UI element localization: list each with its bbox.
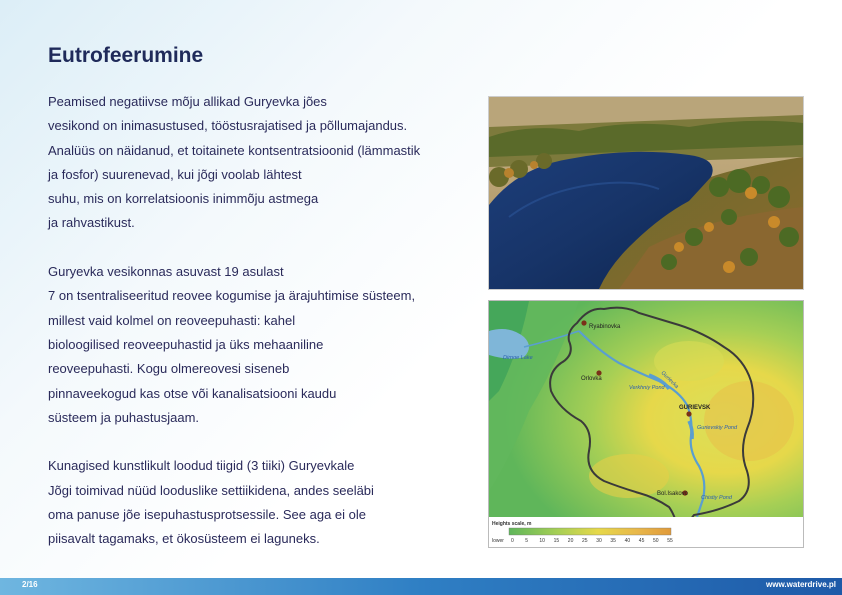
text-line: Kunagised kunstlikult loodud tiigid (3 tiiki) Guryevkale	[48, 458, 355, 474]
text-line: vesikond on inimasustused, tööstusrajatised ja põllumajandus.	[48, 118, 408, 134]
water-label: Dirnoe Lake	[503, 355, 533, 361]
paragraph-2	[48, 260, 468, 430]
footer-bar	[0, 578, 842, 595]
text-line: Analüüs on näidanud, et toitainete kontsentratsioonid (lämmastik	[48, 142, 421, 158]
text-line: Peamised negatiivse mõju allikad Guryevka jões	[48, 94, 327, 109]
text-line: ja rahvastikust.	[48, 215, 135, 231]
scale-tick-label: 10	[539, 538, 545, 544]
page-title: Eutrofeerumine	[48, 44, 204, 67]
water-label: Gurievskiy Pond	[697, 425, 738, 431]
paragraph-1	[48, 90, 468, 236]
website-link[interactable]: www.waterdrive.pl	[766, 580, 836, 589]
text-line: millest vaid kolmel on reoveepuhasti: kahel	[48, 312, 296, 328]
place-label: GURIEVSK	[679, 405, 711, 411]
catchment-height-map	[488, 300, 804, 548]
text-line: Jõgi toimivad nüüd looduslike settiikidena, andes seeläbi	[48, 482, 374, 498]
paragraph-3	[48, 454, 468, 551]
place-label: Ryabinovka	[589, 324, 621, 330]
text-line: suhu, mis on korrelatsioonis inimmõju astmega	[48, 191, 319, 207]
scale-tick-label: 40	[624, 538, 631, 544]
text-line: piisavalt tagamaks, et ökosüsteem ei laguneks.	[48, 531, 320, 547]
page-number: 2/16	[22, 580, 38, 589]
text-line: Guryevka vesikonnas asuvast 19 asulast	[48, 264, 284, 280]
river-aerial-photo	[488, 96, 804, 290]
water-label: Chistiy Pond	[701, 495, 732, 501]
body-text	[48, 90, 468, 576]
scale-tick-label: 15	[553, 538, 560, 544]
scale-tick-label: 0	[511, 538, 514, 544]
text-line: pinnaveekogud kas otse või kanalisatsiooni kaudu	[48, 385, 337, 401]
scale-tick-label: 5	[525, 538, 528, 544]
water-label: Gurievka	[659, 370, 680, 390]
scale-tick-label: 20	[567, 538, 574, 544]
text-line: süsteem ja puhastusjaam.	[48, 409, 200, 425]
text-line: 7 on tsentraliseeritud reovee kogumise ja ärajuhtimise süsteem,	[48, 288, 416, 304]
scale-lower-label: lower	[492, 538, 504, 544]
scale-tick-label: 30	[596, 538, 602, 544]
scale-title: Heights scale, m	[492, 521, 532, 527]
place-label: Orlovka	[581, 376, 602, 382]
scale-tick-label: 25	[582, 538, 588, 544]
text-line: oma panuse jõe isepuhastusprotsessile. See aga ei ole	[48, 507, 366, 523]
scale-tick-label: 50	[653, 538, 659, 544]
text-line: ja fosfor) suurenevad, kui jõgi voolab lähtest	[48, 166, 302, 182]
scale-tick-label: 35	[610, 538, 616, 544]
scale-tick-label: 45	[638, 538, 645, 544]
scale-tick-label: 55	[667, 538, 673, 544]
text-line: reoveepuhasti. Kogu olmereovesi siseneb	[48, 361, 290, 377]
text-line: bioloogilised reoveepuhastid ja üks mehaaniline	[48, 336, 324, 352]
water-label: Verkhniy Pond	[629, 385, 665, 391]
place-label: Bol.Isakovo	[657, 491, 689, 497]
